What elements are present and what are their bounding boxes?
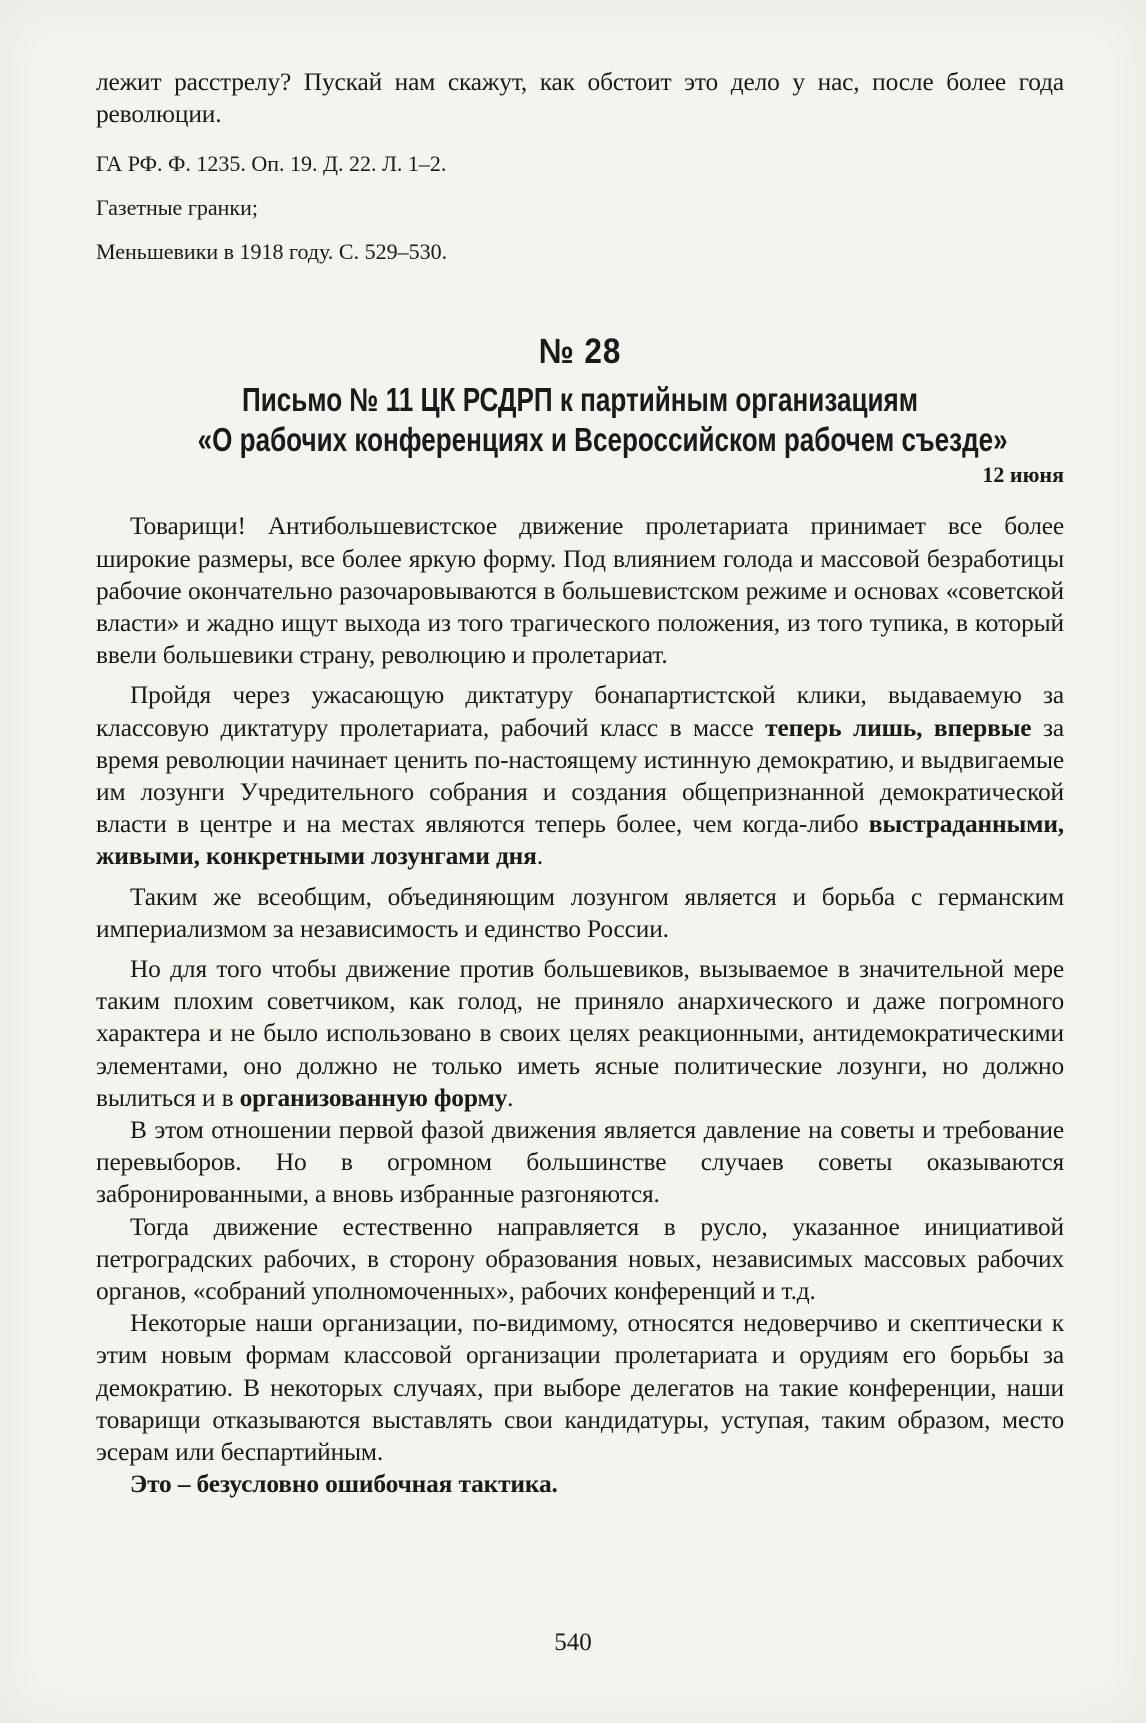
paragraph-4-emphasis: организованную форму [239,1083,508,1112]
paragraph-2 [96,679,1064,872]
paragraph-5: В этом отношении первой фазой движения является давление на советы и требование перевыборов. Но в огромном большинстве случаев советы оказываются забронированными, а вновь избранные разгоняются. [96,1116,1064,1209]
paragraph-2-emphasis-1: теперь лишь, впервые [765,713,1032,742]
document-title-line-2: «О рабочих конференциях и Всероссийском рабочем съезде» [197,421,1008,459]
source-publication: Меньшевики в 1918 году. С. 529–530. [96,239,448,265]
document-title [197,380,1008,460]
page-number: 540 [554,1629,592,1656]
document-date: 12 июня [982,462,1064,488]
paragraph-2-part-c: за время революции начинает ценить по-настоящему истинную демократию, и выдвигаемые им лозунги Учредительного собрания и создания общепризнанной демократической власти в центре и на местах являются теперь более, чем когда-либо [96,713,1064,839]
paragraph-2-emphasis-2: выстраданными, живыми, конкретными лозунгами дня [96,810,1064,871]
paragraph-8-text: Это – безусловно ошибочная тактика. [130,1470,558,1499]
document-number: № 28 [538,332,622,372]
page-content [96,66,1064,1501]
paragraph-8 [96,1468,1064,1500]
paragraph-4-part-c: . [507,1083,514,1112]
document-title-line-1: Письмо № 11 ЦК РСДРП к партийным организациям [242,381,918,419]
document-body [96,510,1064,1500]
paragraph-2-part-a: Пройдя через ужасающую диктатуру бонапартистской клики, выдаваемую за классовую диктатуру пролетариата, рабочий класс в массе [96,681,1064,742]
paragraph-6: Тогда движение естественно направляется в русло, указанное инициативой петроградских рабочих, в сторону образования новых, независимых массовых рабочих органов, «собраний уполномоченных», рабочих конференций и т.д. [96,1212,1064,1306]
paragraph-4-part-a: Но для того чтобы движение против большевиков, вызываемое в значительной мере таким плохим советчиком, как голод, не приняло анархического и даже погромного характера и не было использовано в своих целях реакционными, антидемократическими элементами, оно должно не только иметь ясные политические лозунги, но должно вылиться и в [96,955,1064,1112]
paragraph-1: Товарищи! Антибольшевистское движение пролетариата принимает все более широкие размеры, все более яркую форму. Под влиянием голода и массовой безработицы рабочие окончательно разочаровываются в большевистском режиме и основах «советской власти» и жадно ищут выхода из того трагического положения, из того тупика, в который ввели большевики страну, революцию и пролетариат. [96,512,1064,670]
intro-paragraph: лежит расстрелу? Пускай нам скажут, как обстоит это дело у нас, после более года революции. [96,68,1064,129]
paragraph-4 [96,953,1064,1114]
source-galleys: Газетные гранки; [96,195,258,221]
paragraph-2-part-e: . [536,842,543,871]
paragraph-3: Таким же всеобщим, объединяющим лозунгом является и борьба с германским империализмом за независимость и единство России. [96,882,1064,943]
paragraph-7: Некоторые наши организации, по-видимому, относятся недоверчиво и скептически к этим новым формам классовой организации пролетариата и орудиям его борьбы за демократию. В некоторых случаях, при выборе делегатов на такие конференции, наши товарищи отказываются выставлять свои кандидатуры, уступая, таким образом, место эсерам или беспартийным. [96,1309,1064,1467]
source-archive: ГА РФ. Ф. 1235. Оп. 19. Д. 22. Л. 1–2. [96,151,447,177]
